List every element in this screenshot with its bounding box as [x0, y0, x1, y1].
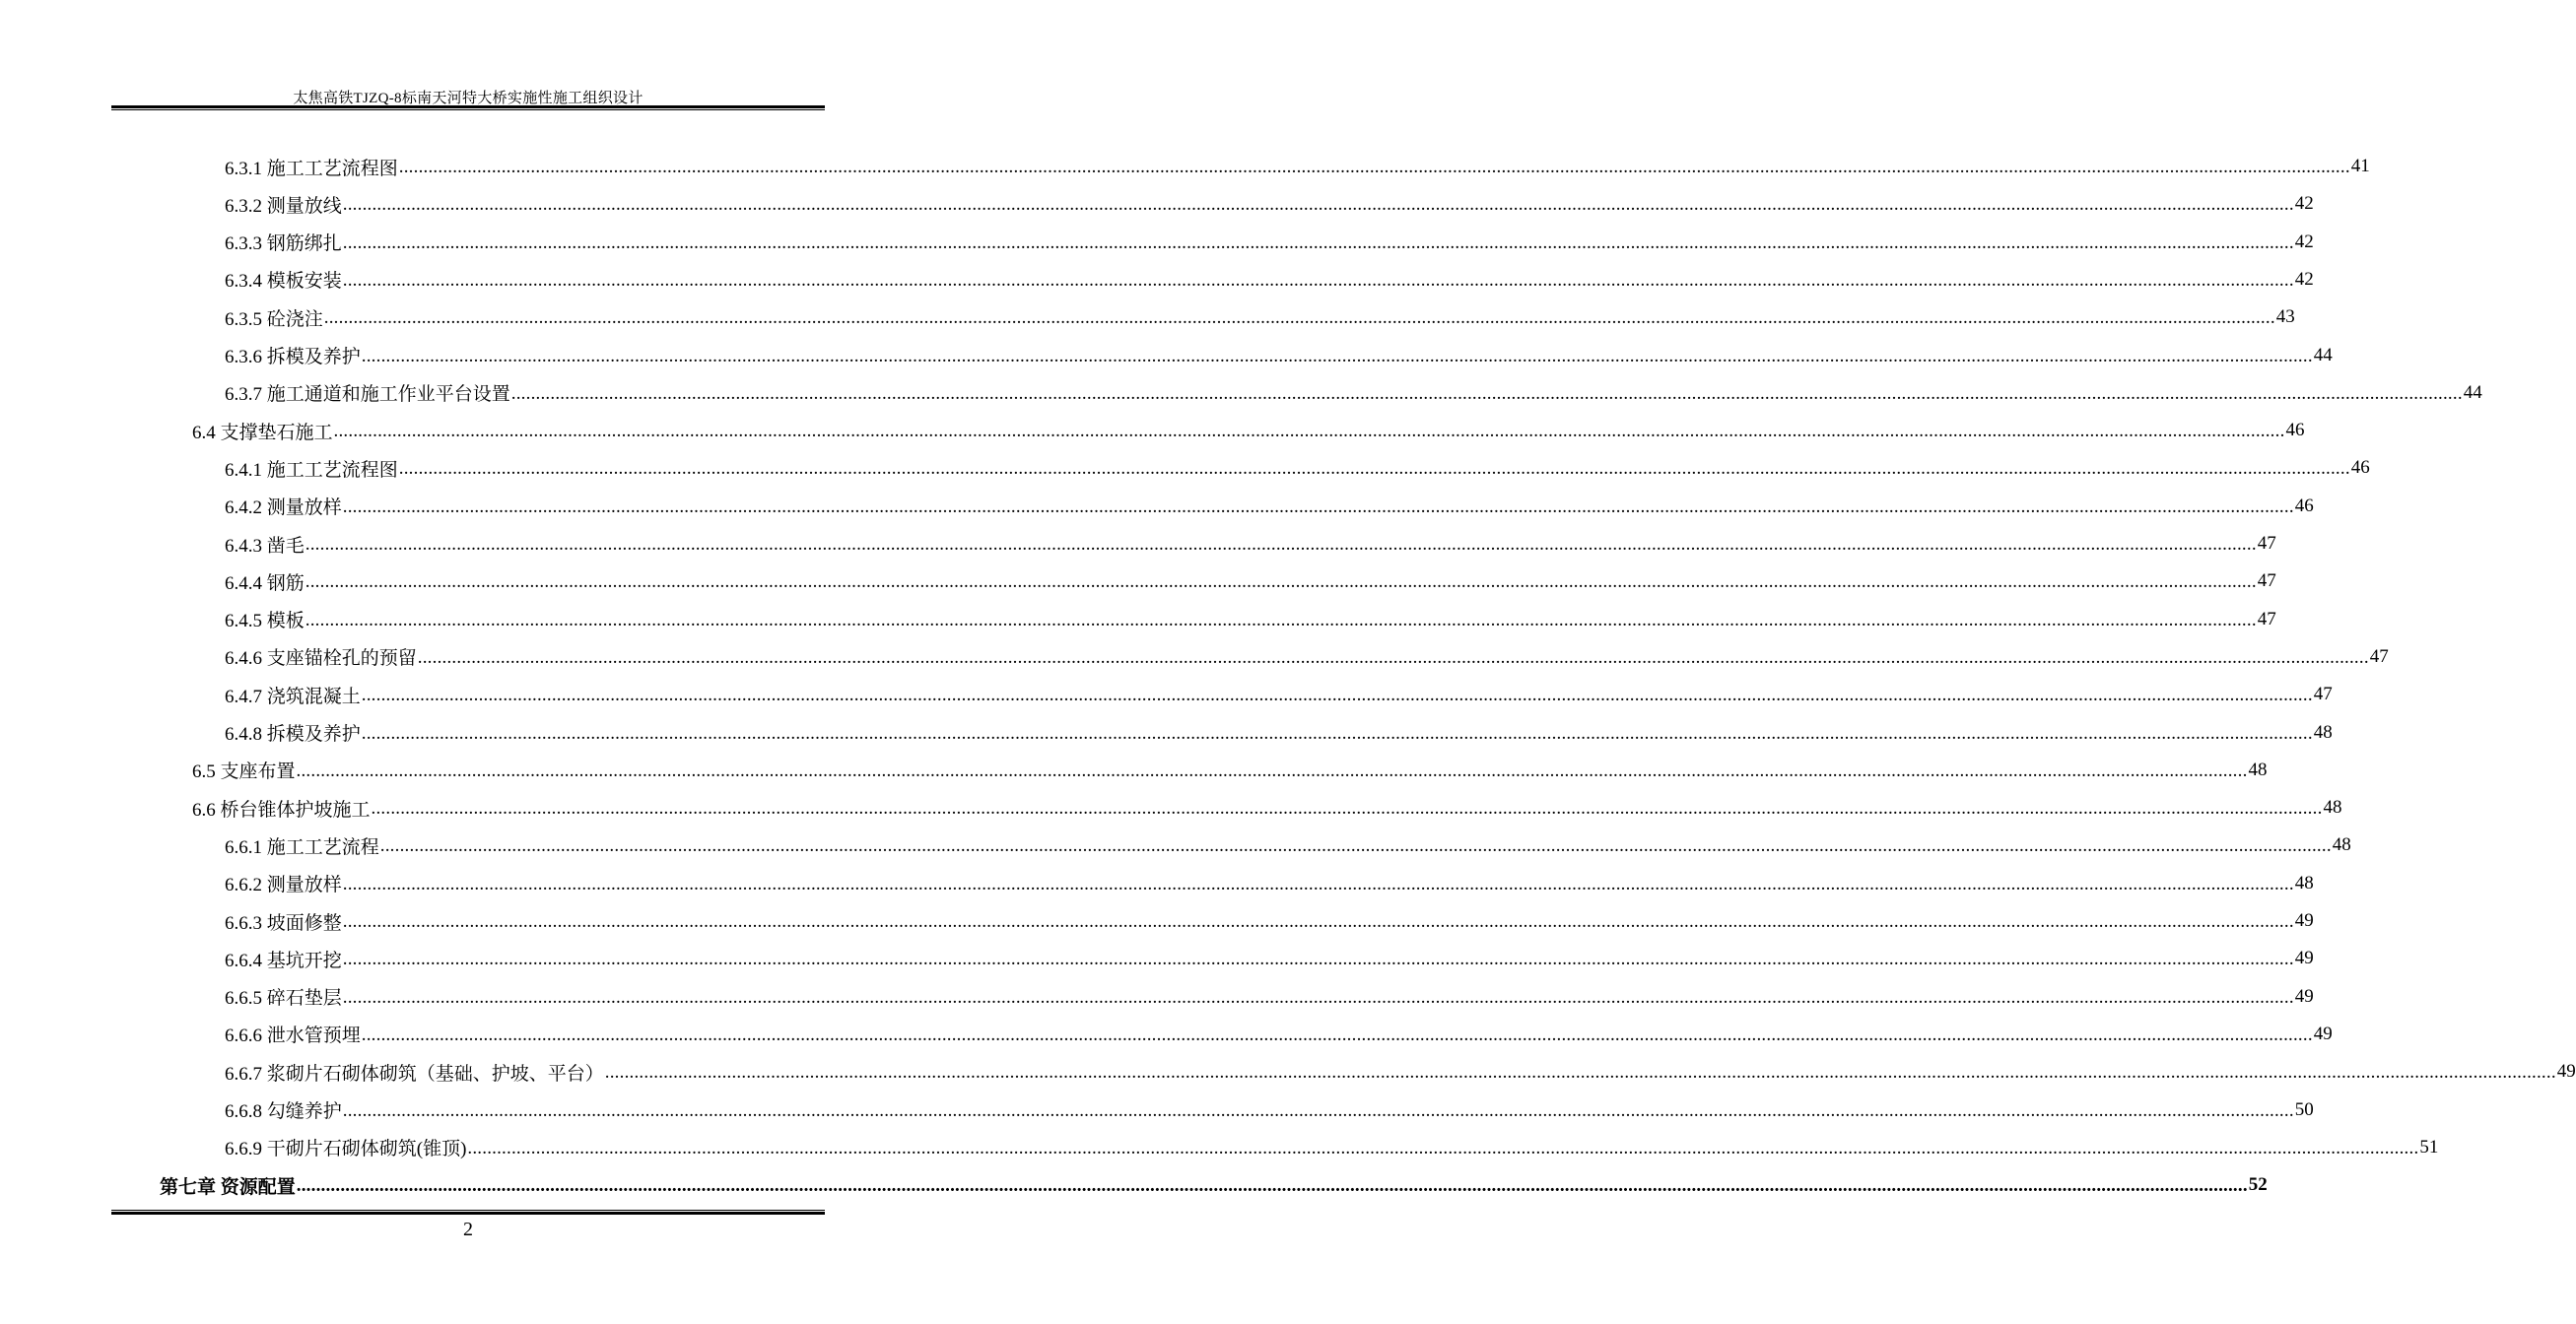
toc-dot-leader: ................................................................................................................................................................................................................................................................................................................................................................................................................ [342, 269, 2294, 291]
toc-dot-leader: ................................................................................................................................................................................................................................................................................................................................................................................................................ [323, 307, 2275, 329]
header-title: 太焦高铁TJZQ-8标南天河特大桥实施性施工组织设计 [293, 91, 644, 106]
toc-entry[interactable] [225, 374, 2482, 412]
toc-dot-leader: ................................................................................................................................................................................................................................................................................................................................................................................................................ [417, 646, 2369, 668]
toc-entry-page: 42 [2294, 268, 2314, 290]
toc-entry[interactable] [225, 940, 2314, 977]
toc-entry[interactable] [225, 261, 2314, 298]
toc-entry-page: 49 [2294, 910, 2314, 931]
toc-entry[interactable] [225, 827, 2351, 864]
toc-dot-leader: ................................................................................................................................................................................................................................................................................................................................................................................................................ [342, 873, 2294, 894]
toc-dot-leader: ................................................................................................................................................................................................................................................................................................................................................................................................................ [361, 345, 2313, 366]
header-rule [111, 105, 825, 110]
toc-entry-label: 6.3.2 测量放线 [225, 195, 342, 217]
toc-entry[interactable] [192, 412, 2305, 449]
toc-entry-page: 49 [2294, 985, 2314, 1007]
toc-dot-leader: ................................................................................................................................................................................................................................................................................................................................................................................................................ [361, 1024, 2313, 1045]
toc-entry-label: 6.4 支撑垫石施工 [192, 422, 333, 443]
toc-entry-label: 6.4.5 模板 [225, 611, 305, 632]
toc-entry[interactable] [225, 185, 2314, 223]
toc-entry-page: 48 [2248, 759, 2268, 780]
toc-entry-label: 6.6.7 浆砌片石砌体砌筑（基础、护坡、平台） [225, 1063, 604, 1085]
toc-entry[interactable] [225, 902, 2314, 940]
toc-entry-label: 6.3.6 拆模及养护 [225, 347, 361, 367]
toc-entry-label: 6.3.1 施工工艺流程图 [225, 158, 398, 179]
toc-entry-page: 42 [2294, 193, 2314, 215]
toc-entry[interactable] [225, 676, 2333, 713]
toc-dot-leader: ................................................................................................................................................................................................................................................................................................................................................................................................................ [296, 760, 2248, 781]
toc-dot-leader: ................................................................................................................................................................................................................................................................................................................................................................................................................ [342, 986, 2294, 1008]
toc-dot-leader: ................................................................................................................................................................................................................................................................................................................................................................................................................ [371, 798, 2323, 820]
toc-entry-label: 6.6.4 基坑开挖 [225, 950, 342, 971]
toc-entry[interactable] [225, 714, 2333, 752]
toc-dot-leader: ................................................................................................................................................................................................................................................................................................................................................................................................................ [342, 194, 2294, 216]
toc-entry[interactable] [225, 337, 2333, 374]
toc-entry-page: 51 [2419, 1136, 2439, 1158]
toc-entry-label: 6.6 桥台锥体护坡施工 [192, 799, 371, 821]
toc-entry-label: 第七章 资源配置 [160, 1176, 296, 1198]
toc-entry-label: 6.6.1 施工工艺流程 [225, 836, 379, 858]
toc-entry-page: 48 [2313, 721, 2333, 743]
toc-entry-page: 46 [2350, 457, 2370, 479]
toc-entry-page: 48 [2294, 872, 2314, 894]
toc-entry-page: 44 [2313, 344, 2333, 365]
toc-dot-leader: ................................................................................................................................................................................................................................................................................................................................................................................................................ [467, 1137, 2419, 1158]
toc-entry-label: 6.4.4 钢筋 [225, 572, 305, 594]
toc-dot-leader: ................................................................................................................................................................................................................................................................................................................................................................................................................ [305, 534, 2257, 555]
toc-dot-leader: ................................................................................................................................................................................................................................................................................................................................................................................................................ [361, 722, 2313, 744]
toc-entry[interactable] [192, 752, 2268, 789]
footer-rule [111, 1210, 825, 1215]
toc-entry[interactable] [225, 488, 2314, 525]
toc-dot-leader: ................................................................................................................................................................................................................................................................................................................................................................................................................ [361, 685, 2313, 706]
toc-entry[interactable] [225, 1092, 2314, 1129]
toc-entry[interactable] [225, 298, 2295, 336]
toc-entry[interactable] [225, 1053, 2576, 1091]
toc-entry-label: 6.4.8 拆模及养护 [225, 724, 361, 745]
toc-entry-label: 6.3.3 钢筋绑扎 [225, 233, 342, 255]
toc-entry-label: 6.5 支座布置 [192, 761, 296, 783]
toc-entry[interactable] [225, 865, 2314, 902]
toc-dot-leader: ................................................................................................................................................................................................................................................................................................................................................................................................................ [333, 421, 2285, 442]
toc-entry[interactable] [225, 525, 2276, 563]
page-number: 2 [463, 1219, 473, 1240]
toc-entry-label: 6.6.9 干砌片石砌体砌筑(锥顶) [225, 1139, 467, 1160]
toc-entry[interactable] [225, 563, 2276, 600]
toc-entry-page: 47 [2257, 608, 2276, 629]
toc-dot-leader: ................................................................................................................................................................................................................................................................................................................................................................................................................ [305, 571, 2257, 593]
toc-entry-label: 6.3.4 模板安装 [225, 271, 342, 293]
toc-entry-page: 50 [2294, 1098, 2314, 1120]
toc-entry[interactable] [225, 638, 2389, 676]
toc-dot-leader: ................................................................................................................................................................................................................................................................................................................................................................................................................ [342, 496, 2294, 517]
toc-dot-leader: ................................................................................................................................................................................................................................................................................................................................................................................................................ [604, 1062, 2556, 1084]
toc-entry-page: 49 [2556, 1061, 2576, 1083]
toc-entry-label: 6.6.6 泄水管预埋 [225, 1026, 361, 1047]
toc-entry-label: 6.4.7 浇筑混凝土 [225, 686, 361, 707]
toc-dot-leader: ................................................................................................................................................................................................................................................................................................................................................................................................................ [398, 458, 2350, 480]
toc-entry-page: 47 [2257, 533, 2276, 554]
toc-entry-page: 47 [2257, 570, 2276, 592]
toc-entry[interactable] [192, 789, 2342, 827]
toc-entry-page: 52 [2248, 1174, 2268, 1196]
toc-entry-page: 47 [2313, 684, 2333, 705]
toc-entry-page: 46 [2294, 495, 2314, 516]
toc-entry[interactable] [225, 224, 2314, 261]
toc-entry-label: 6.4.2 测量放样 [225, 497, 342, 519]
toc-dot-leader: ................................................................................................................................................................................................................................................................................................................................................................................................................ [296, 1175, 2248, 1197]
toc-entry-page: 49 [2313, 1023, 2333, 1044]
toc-entry-page: 41 [2350, 156, 2370, 176]
toc-dot-leader: ................................................................................................................................................................................................................................................................................................................................................................................................................ [398, 157, 2350, 177]
toc-entry[interactable] [225, 978, 2314, 1016]
toc-dot-leader: ................................................................................................................................................................................................................................................................................................................................................................................................................ [342, 949, 2294, 970]
toc-dot-leader: ................................................................................................................................................................................................................................................................................................................................................................................................................ [379, 835, 2332, 857]
toc-entry-label: 6.6.5 碎石垫层 [225, 988, 342, 1010]
toc-entry[interactable] [160, 1166, 2268, 1204]
toc-entry-label: 6.6.8 勾缝养护 [225, 1101, 342, 1122]
toc-dot-leader: ................................................................................................................................................................................................................................................................................................................................................................................................................ [342, 911, 2294, 932]
toc-entry[interactable] [225, 1129, 2439, 1166]
toc-entry[interactable] [225, 148, 2370, 185]
toc-entry-label: 6.4.6 支座锚栓孔的预留 [225, 648, 417, 670]
toc-entry-label: 6.6.3 坡面修整 [225, 912, 342, 934]
toc-dot-leader: ................................................................................................................................................................................................................................................................................................................................................................................................................ [342, 1099, 2294, 1121]
toc-entry-page: 46 [2285, 420, 2305, 441]
toc-entry-label: 6.3.7 施工通道和施工作业平台设置 [225, 384, 510, 406]
toc-entry-page: 43 [2275, 306, 2295, 328]
toc-entry[interactable] [225, 449, 2370, 487]
toc-entry-label: 6.3.5 砼浇注 [225, 308, 323, 330]
toc-entry-page: 48 [2323, 797, 2342, 819]
toc-entry-page: 49 [2294, 948, 2314, 969]
toc-entry-label: 6.4.3 凿毛 [225, 535, 305, 557]
toc-entry-page: 48 [2332, 834, 2351, 856]
toc-dot-leader: ................................................................................................................................................................................................................................................................................................................................................................................................................ [510, 382, 2463, 404]
toc-dot-leader: ................................................................................................................................................................................................................................................................................................................................................................................................................ [342, 232, 2294, 253]
toc-entry[interactable] [225, 601, 2276, 638]
toc-entry-page: 42 [2294, 231, 2314, 252]
toc-dot-leader: ................................................................................................................................................................................................................................................................................................................................................................................................................ [305, 609, 2257, 630]
toc-entry-page: 44 [2463, 381, 2482, 403]
toc-entry-page: 47 [2369, 645, 2389, 667]
toc-entry[interactable] [225, 1016, 2333, 1053]
toc-entry-label: 6.4.1 施工工艺流程图 [225, 459, 398, 481]
toc-entry-label: 6.6.2 测量放样 [225, 875, 342, 896]
